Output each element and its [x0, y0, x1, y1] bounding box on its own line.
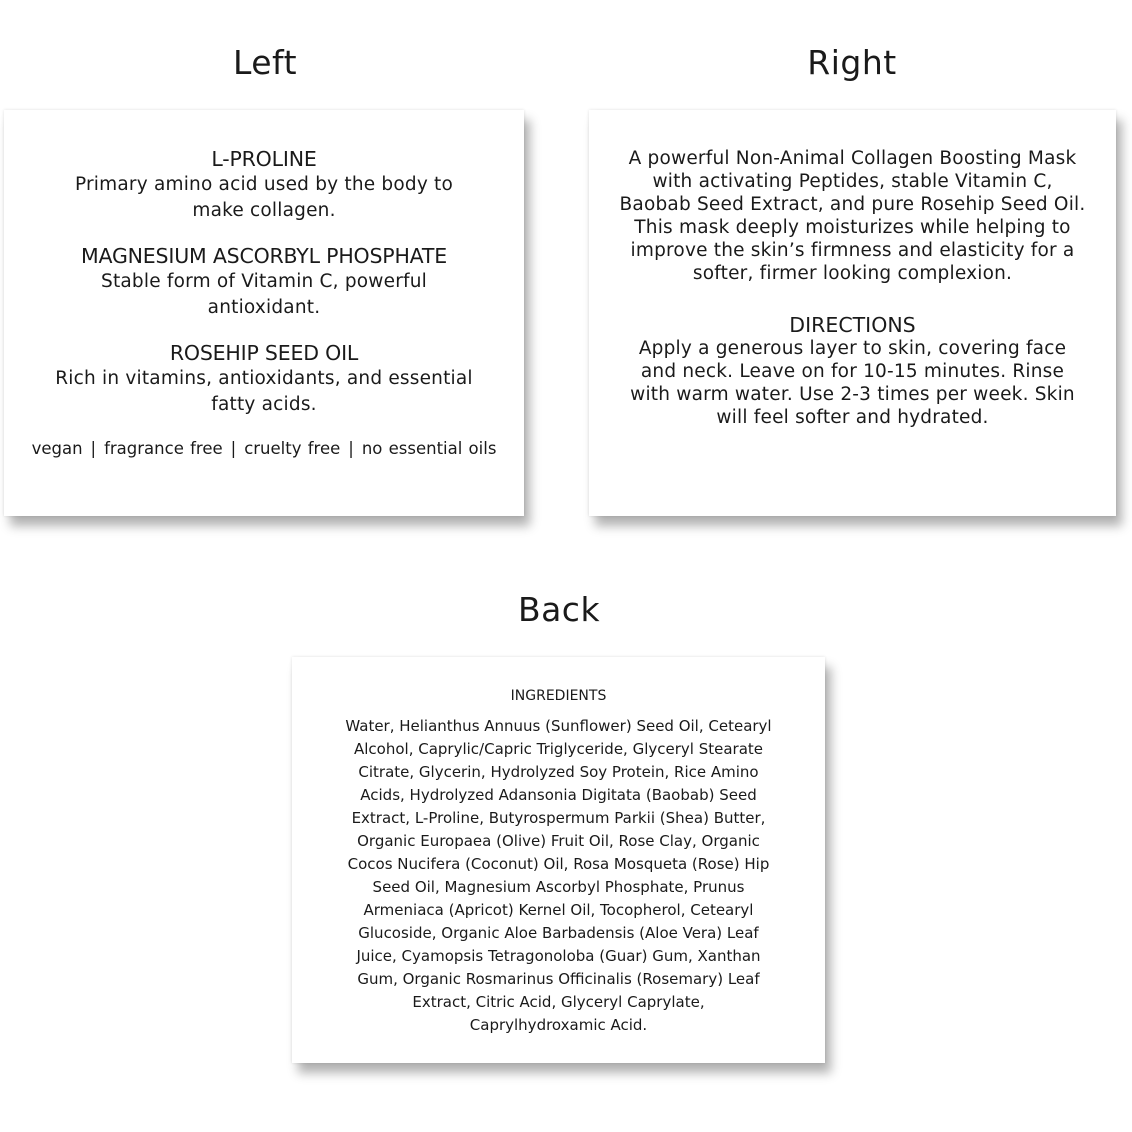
ingredient-block — [4, 244, 524, 321]
ingredient-name: MAGNESIUM ASCORBYL PHOSPHATE — [81, 244, 447, 268]
ingredient-description: Stable form of Vitamin C, powerful antioxidant. — [101, 271, 427, 318]
left-label-panel — [4, 110, 524, 516]
tag: no essential oils — [361, 439, 497, 458]
left-heading: Left — [232, 43, 298, 82]
tag-separator: | — [90, 439, 97, 458]
ingredient-description: Rich in vitamins, antioxidants, and essential fatty acids. — [55, 368, 473, 415]
ingredient-block — [4, 341, 524, 418]
tag-separator: | — [348, 439, 354, 458]
ingredient-name: L-PROLINE — [211, 147, 317, 171]
back-label-panel — [292, 657, 825, 1063]
ingredients-title: INGREDIENTS — [510, 688, 607, 704]
back-heading: Back — [517, 590, 601, 629]
product-description: A powerful Non-Animal Collagen Boosting Mask with activating Peptides, stable Vitamin C, Baobab Seed Extract, and pure Rosehip Seed Oil. This mask deeply moisturizes while helping to improve the skin’s firmness and elasticity for a softer, firmer looking complexion. — [619, 148, 1086, 284]
directions-text: Apply a generous layer to skin, covering face and neck. Leave on for 10-15 minutes. Rinse with warm water. Use 2-3 times per week. Skin will feel softer and hydrated. — [630, 338, 1075, 428]
ingredient-block — [4, 147, 524, 224]
ingredients-list: Water, Helianthus Annuus (Sunflower) Seed Oil, Cetearyl Alcohol, Caprylic/Capric Triglyceride, Glyceryl Stearate Citrate, Glycerin, Hydrolyzed Soy Protein, Rice Amino Acids, Hydrolyzed Adansonia Digitata (Baobab) Seed Extract, L-Proline, Butyrospermum Parkii (Shea) Butter, Organic Europaea (Olive) Fruit Oil, Rose Clay, Organic Cocos Nucifera (Coconut) Oil, Rosa Mosqueta (Rose) Hip Seed Oil, Magnesium Ascorbyl Phosphate, Prunus Armeniaca (Apricot) Kernel Oil, Tocopherol, Cetearyl Glucoside, Organic Aloe Barbadensis (Aloe Vera) Leaf Juice, Cyamopsis Tetragonoloba (Guar) Gum, Xanthan Gum, Organic Rosmarinus Officinalis (Rosemary) Leaf Extract, Citric Acid, Glyceryl Caprylate, Caprylhydroxamic Acid. — [345, 717, 772, 1034]
product-tags — [4, 438, 524, 460]
ingredient-name: ROSEHIP SEED OIL — [169, 341, 359, 365]
tag: vegan — [31, 439, 83, 458]
ingredient-description: Primary amino acid used by the body to make collagen. — [74, 174, 454, 221]
tag: cruelty free — [244, 439, 341, 458]
tag-separator: | — [230, 439, 237, 458]
right-label-panel — [589, 110, 1116, 516]
right-heading: Right — [807, 43, 897, 82]
directions-title: DIRECTIONS — [789, 313, 916, 337]
tag: fragrance free — [104, 439, 223, 458]
